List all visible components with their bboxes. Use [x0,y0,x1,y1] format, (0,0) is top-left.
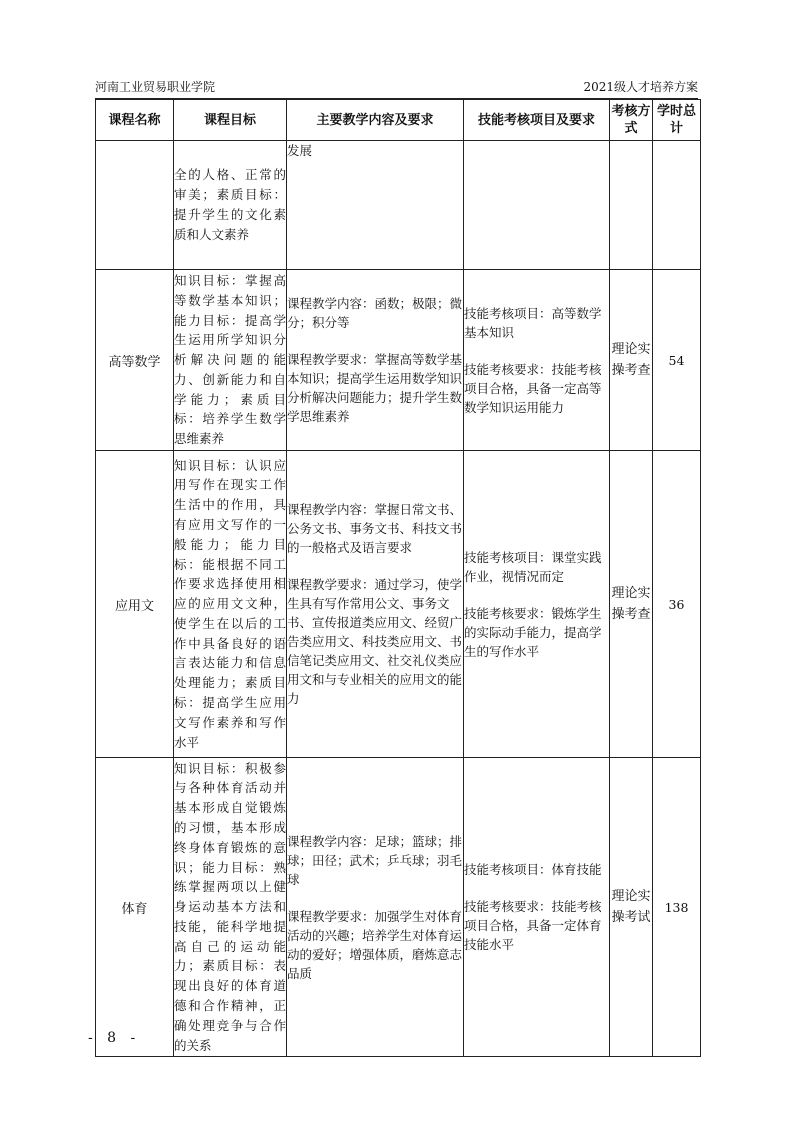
course-name-cell: 应用文 [96,451,174,758]
skill-requirement-text: 技能考核要求：技能考核项目合格，具备一定高等数学知识运用能力 [464,361,602,415]
skill-item-text: 技能考核项目：高等数学基本知识 [464,305,602,340]
skill-item-text: 技能考核项目：体育技能 [464,862,602,877]
skill-item-text: 技能考核项目：课堂实践作业，视情况而定 [464,549,602,584]
header-skill-assessment: 技能考核项目及要求 [464,100,610,141]
header-total-hours: 学时总计 [653,100,701,141]
assessment-method-cell: 理论实操考查 [610,270,653,451]
header-teaching-content: 主要教学内容及要求 [287,100,464,141]
skill-assessment-cell [464,758,610,1057]
teaching-requirement-text: 课程教学要求：加强学生对体育活动的兴趣；培养学生对体育运动的爱好；增强体质，磨炼意志品质 [287,908,463,981]
curriculum-table [95,99,701,1057]
skill-requirement-text: 技能考核要求：技能考核项目合格，具备一定体育技能水平 [464,899,602,952]
table-row [96,451,701,758]
page-header [95,80,698,96]
table-header-row [96,100,701,141]
course-goal-cell: 全的人格、正常的审美；素质目标：提升学生的文化素质和人文素养 [174,141,287,270]
course-goal-cell: 知识目标：掌握高等数学基本知识；能力目标：提高学生运用所学知识分析解决问题的能力、创新能力和自学能力；素质目标：培养学生数学思维素养 [174,270,287,451]
course-name-cell: 体育 [96,758,174,1057]
assessment-method-cell: 理论实操考试 [610,758,653,1057]
table-row [96,141,701,270]
teaching-requirement-text: 课程教学要求：掌握高等数学基本知识；提高学生运用数学知识分析解决问题能力；提升学生数学思维素养 [287,352,463,424]
header-course-name: 课程名称 [96,100,174,141]
assessment-method-cell [610,141,653,270]
teaching-content-text: 课程教学内容：掌握日常文书、公务文书、事务文书、科技文书的一般格式及语言要求 [287,502,463,555]
course-name-cell [96,141,174,270]
total-hours-cell: 138 [653,758,701,1057]
teaching-content-text: 课程教学内容：函数；极限；微分；积分等 [287,296,463,330]
page-number: - 8 - [88,1030,141,1046]
assessment-method-cell: 理论实操考查 [610,451,653,758]
table-row [96,270,701,451]
skill-assessment-cell [464,141,610,270]
skill-requirement-text: 技能考核要求：锻炼学生的实际动手能力，提高学生的写作水平 [464,605,602,659]
teaching-content-cell [287,141,464,270]
skill-assessment-cell [464,270,610,451]
teaching-content-text: 课程教学内容：足球；篮球；排球；田径；武术；乒乓球；羽毛球 [287,833,463,887]
course-goal-cell: 知识目标：认识应用写作在现实工作生活中的作用，具有应用文写作的一般能力；能力目标：能根据不同工作要求选择使用相应的应用文文种，使学生在以后的工作中具备良好的语言表达能力和信息处理能力；素质目标：提高学生应用文写作素养和写作水平 [174,451,287,758]
table-row [96,758,701,1057]
teaching-content-cell [287,758,464,1057]
total-hours-cell: 36 [653,451,701,758]
course-goal-cell: 知识目标：积极参与各种体育活动并基本形成自觉锻炼的习惯，基本形成终身体育锻炼的意识；能力目标：熟练掌握两项以上健身运动基本方法和技能，能科学地提高自己的运动能力；素质目标：表现出良好的体育道德和合作精神，正确处理竞争与合作的关系 [174,758,287,1057]
teaching-content-text: 发展 [287,143,313,158]
header-course-goal: 课程目标 [174,100,287,141]
total-hours-cell [653,141,701,270]
header-assessment-method: 考核方式 [610,100,653,141]
teaching-requirement-text: 课程教学要求：通过学习，使学生具有写作常用公文、事务文书、宣传报道类应用文、经贸广告类应用文、科技类应用文、书信笔记类应用文、社交礼仪类应用文和与专业相关的应用文的能力 [287,577,463,706]
school-name: 河南工业贸易职业学院 [95,80,216,94]
course-name-cell: 高等数学 [96,270,174,451]
skill-assessment-cell [464,451,610,758]
teaching-content-cell [287,451,464,758]
total-hours-cell: 54 [653,270,701,451]
document-title: 2021级人才培养方案 [583,80,698,94]
teaching-content-cell [287,270,464,451]
